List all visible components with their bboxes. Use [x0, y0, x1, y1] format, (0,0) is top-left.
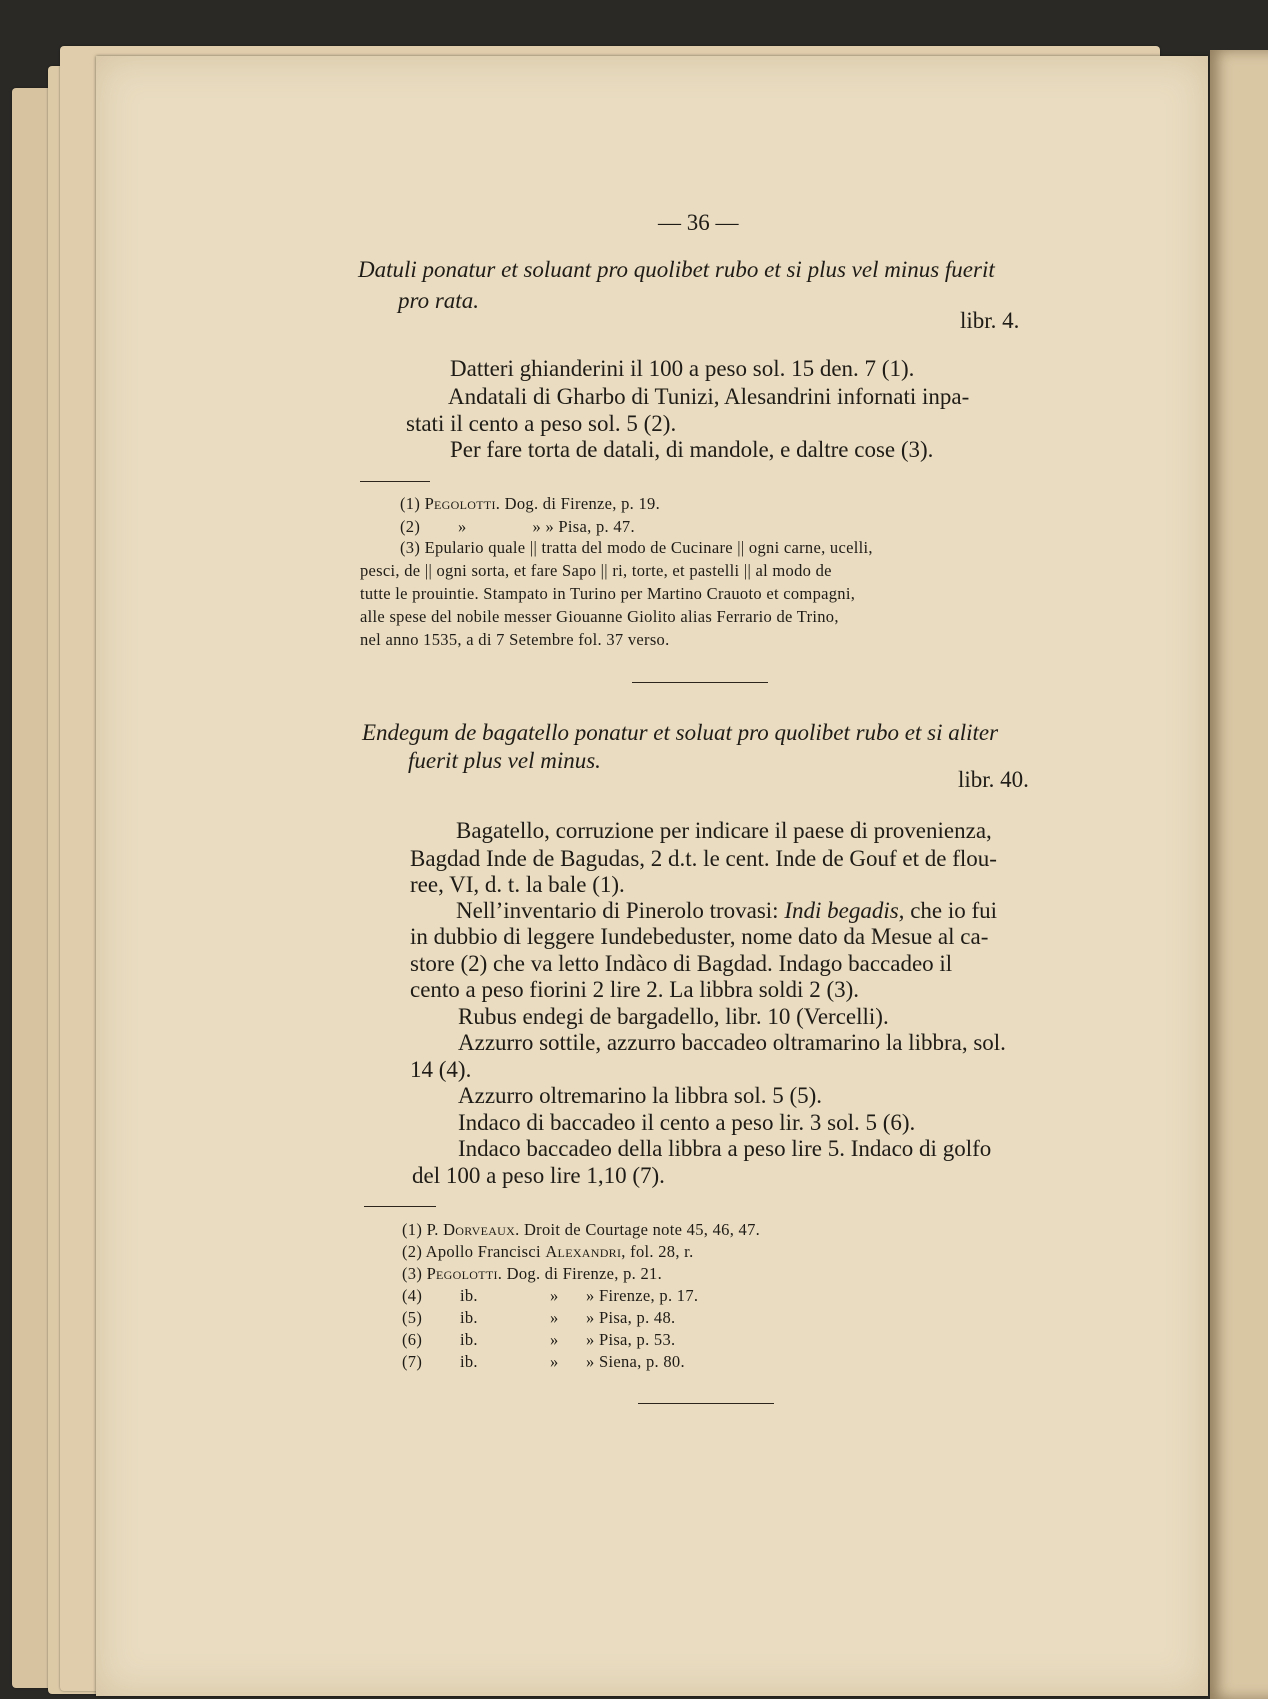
footnote-number: (7) — [402, 1352, 423, 1371]
section1-body-line: stati il cento a peso sol. 5 (2). — [406, 411, 677, 436]
footnote-text: fol. 28, r. — [630, 1242, 694, 1261]
section2-body-line — [456, 898, 997, 924]
footnote-text: Dog. di Firenze, p. 19. — [504, 494, 661, 513]
footnote-3-line: (3) Epulario quale || tratta del modo de Cucinare || ogni carne, ucelli, — [400, 538, 873, 557]
section2-amount: libr. 40. — [958, 767, 1029, 792]
section1-heading-line1: Datuli ponatur et soluant pro quolibet rubo et si plus vel minus fuerit — [358, 257, 995, 282]
footnote-author: Dorveaux. — [443, 1220, 520, 1239]
footnote-number: (5) — [402, 1308, 423, 1327]
section2-heading-line2: fuerit plus vel minus. — [408, 748, 601, 773]
footnote-text: » Pisa, p. 53. — [586, 1330, 676, 1349]
ditto-mark: » — [550, 1352, 559, 1371]
footnote-text: (2) Apollo Francisci — [402, 1242, 541, 1261]
ibid-mark: ib. — [460, 1330, 478, 1349]
section1-amount: libr. 4. — [960, 308, 1020, 333]
footnote-3-line: tutte le prouintie. Stampato in Turino per Martino Crauoto et compagni, — [360, 584, 856, 603]
footnote-3-line: pesci, de || ogni sorta, et fare Sapo || ri, torte, et pastelli || al modo de — [360, 561, 832, 580]
footnote-text: Dog. di Firenze, p. 21. — [506, 1264, 663, 1283]
end-divider — [638, 1403, 774, 1404]
section2-body-line: Azzurro oltremarino la libbra sol. 5 (5). — [458, 1083, 823, 1108]
footnote-number: (1) — [400, 494, 421, 513]
footnote-rule — [360, 481, 430, 482]
ditto-mark: » — [550, 1286, 559, 1305]
section2-body-line: Bagatello, corruzione per indicare il paese di provenienza, — [456, 818, 992, 843]
footnote-row — [402, 1308, 675, 1328]
footnote-rule — [364, 1206, 436, 1207]
footnote-number: (3) — [402, 1264, 423, 1283]
footnote-author: Pegolotti. — [424, 494, 501, 513]
section2-body-line: Indaco baccadeo della libbra a peso lire 5. Indaco di golfo — [458, 1136, 992, 1161]
footnote-2 — [400, 517, 635, 537]
ditto-mark: » — [458, 517, 467, 536]
section2-body-line: 14 (4). — [410, 1057, 472, 1082]
footnote-text: » Siena, p. 80. — [586, 1352, 685, 1371]
footnote-3-line: nel anno 1535, a di 7 Setembre fol. 37 verso. — [360, 630, 670, 649]
body-text: che io fui — [910, 898, 998, 923]
footnote-3-line: alle spese del nobile messer Giouanne Giolito alias Ferrario de Trino, — [360, 607, 839, 626]
footnote-1 — [402, 1220, 760, 1240]
footnote-row — [402, 1286, 698, 1306]
page-number: — 36 — — [658, 210, 739, 235]
footnote-row — [402, 1330, 675, 1350]
ibid-mark: ib. — [460, 1352, 478, 1371]
footnote-text: » Firenze, p. 17. — [586, 1286, 699, 1305]
section2-body-line: cento a peso fiorini 2 lire 2. La libbra soldi 2 (3). — [410, 977, 860, 1002]
section2-body-line: store (2) che va letto Indàco di Bagdad. Indago baccadeo il — [410, 951, 953, 976]
section1-body-line: Andatali di Gharbo di Tunizi, Alesandrini infornati inpa- — [448, 384, 970, 409]
footnote-text: (1) P. — [402, 1220, 439, 1239]
footnote-number: (4) — [402, 1286, 423, 1305]
section2-heading-line1: Endegum de bagatello ponatur et soluat pro quolibet rubo et si aliter — [362, 720, 999, 745]
section2-body-line: Azzurro sottile, azzurro baccadeo oltramarino la libbra, sol. — [458, 1030, 1006, 1055]
footnote-text: » Pisa, p. 48. — [586, 1308, 676, 1327]
footnote-author: Pegolotti. — [426, 1264, 503, 1283]
body-italic-text: Indi begadis, — [784, 898, 905, 923]
footnote-3 — [402, 1264, 662, 1284]
ibid-mark: ib. — [460, 1286, 478, 1305]
ditto-mark: » — [550, 1308, 559, 1327]
footnote-number: (2) — [400, 517, 421, 536]
ibid-mark: ib. — [460, 1308, 478, 1327]
section1-body-line: Datteri ghianderini il 100 a peso sol. 15 den. 7 (1). — [450, 356, 915, 381]
section2-body-line: ree, VI, d. t. la bale (1). — [410, 872, 625, 897]
section-divider — [632, 682, 768, 683]
footnote-number: (6) — [402, 1330, 423, 1349]
section2-body-line: del 100 a peso lire 1,10 (7). — [412, 1163, 665, 1188]
body-text: Nell’inventario di Pinerolo trovasi: — [456, 898, 779, 923]
section1-body-line: Per fare torta de datali, di mandole, e daltre cose (3). — [450, 437, 934, 462]
section2-body-line: Indaco di baccadeo il cento a peso lir. 3 sol. 5 (6). — [458, 1110, 916, 1135]
section2-body-line: Bagdad Inde de Bagudas, 2 d.t. le cent. Inde de Gouf et de flou- — [410, 846, 997, 871]
section2-body-line: in dubbio di leggere Iundebeduster, nome dato da Mesue al ca- — [410, 924, 989, 949]
footnote-author: Alexandri, — [545, 1242, 626, 1261]
footnote-text: Droit de Courtage note 45, 46, 47. — [523, 1220, 761, 1239]
ditto-mark: » — [550, 1330, 559, 1349]
footnote-2 — [402, 1242, 694, 1262]
section2-body-line: Rubus endegi de bargadello, libr. 10 (Vercelli). — [458, 1004, 889, 1029]
ditto-mark: » — [532, 517, 542, 536]
footnote-text: » Pisa, p. 47. — [545, 517, 635, 536]
footnote-1 — [400, 494, 660, 514]
section1-heading-line2: pro rata. — [398, 288, 479, 313]
footnote-row — [402, 1352, 685, 1372]
